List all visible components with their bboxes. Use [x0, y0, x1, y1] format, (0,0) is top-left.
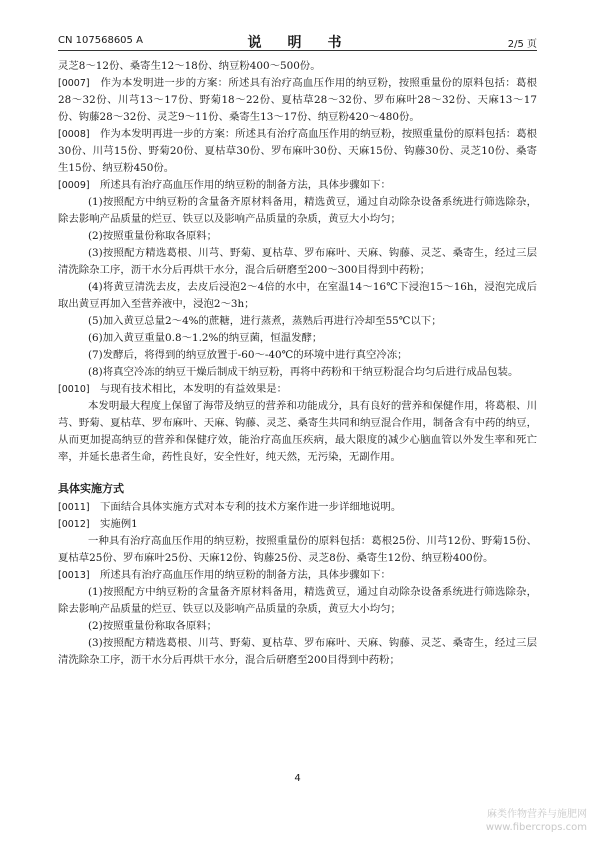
paragraph-number: [0011] — [58, 502, 90, 513]
paragraph-text: (3)按照配方精选葛根、川芎、野菊、夏枯草、罗布麻叶、天麻、钩藤、灵芝、桑寄生，经过三层清洗除杂工序，沥干水分后再烘干水分，混合后研磨至200目得到中药粉； — [58, 637, 537, 666]
paragraph — [58, 177, 537, 194]
paragraph-number: [0012] — [58, 519, 90, 530]
paragraph — [58, 58, 537, 75]
paragraph — [58, 364, 537, 381]
paragraph-text: 所述具有治疗高血压作用的纳豆粉的制备方法，具体步骤如下： — [89, 179, 391, 191]
paragraph-text: (2)按照重量份称取各原料； — [88, 620, 218, 632]
paragraph — [58, 194, 537, 228]
paragraph-text: (3)按照配方精选葛根、川芎、野菊、夏枯草、罗布麻叶、天麻、钩藤、灵芝、桑寄生，经过三层清洗除杂工序，沥干水分后再烘干水分，混合后研磨至200～300目得到中药粉； — [58, 247, 537, 276]
paragraph — [58, 516, 537, 533]
paragraph-text: 下面结合具体实施方式对本专利的技术方案作进一步详细地说明。 — [89, 501, 402, 513]
paragraph-text: 与现有技术相比，本发明的有益效果是： — [89, 383, 288, 395]
paragraph — [58, 398, 537, 466]
paragraph — [58, 533, 537, 567]
paragraph-text: 作为本发明再进一步的方案：所述具有治疗高血压作用的纳豆粉，按照重量份的原料包括：葛根30份、川芎15份、野菊20份、夏枯草30份、罗布麻叶30份、天麻15份、钩藤30份、灵芝10份、桑寄生15份、纳豆粉450份。 — [58, 128, 537, 174]
paragraph-number: [0009] — [58, 180, 90, 191]
paragraph-text: 灵芝8～12份、桑寄生12～18份、纳豆粉400～500份。 — [58, 60, 321, 72]
paragraph — [58, 635, 537, 669]
paragraph — [58, 499, 537, 516]
paragraph — [58, 313, 537, 330]
paragraph-number: [0010] — [58, 384, 90, 395]
paragraph — [58, 381, 537, 398]
site-watermark — [486, 808, 587, 834]
paragraph-group-2 — [58, 499, 537, 669]
paragraph — [58, 584, 537, 618]
paragraph-text: (4)将黄豆清洗去皮，去皮后浸泡2～4倍的水中，在室温14～16℃下浸泡15～16h，浸泡完成后取出黄豆再加入至营养液中，浸泡2～3h； — [58, 281, 537, 310]
paragraph — [58, 330, 537, 347]
paragraph-text: 一种具有治疗高血压作用的纳豆粉，按照重量份的原料包括：葛根25份、川芎12份、野菊15份、夏枯草25份、罗布麻叶25份、天麻12份、钩藤25份、灵芝8份、桑寄生12份、纳豆粉400份。 — [58, 535, 537, 564]
paragraph-text: 实施例1 — [89, 518, 138, 530]
page-number: 4 — [294, 773, 301, 784]
paragraph-group-1 — [58, 58, 537, 466]
paragraph — [58, 567, 537, 584]
page-indicator: 2/5 页 — [507, 39, 537, 50]
paragraph — [58, 126, 537, 177]
paragraph — [58, 245, 537, 279]
paragraph-text: (1)按照配方中纳豆粉的含量备齐原材料备用，精选黄豆，通过自动除杂设备系统进行筛选除杂，除去影响产品质量的烂豆、铁豆以及影响产品质量的杂质，黄豆大小均匀； — [58, 196, 537, 225]
paragraph-number: [0007] — [58, 78, 90, 89]
paragraph — [58, 347, 537, 364]
watermark-url: www.fibercrops.com — [485, 822, 587, 833]
page-header — [58, 32, 537, 51]
document-body — [58, 58, 537, 669]
paragraph-text: (2)按照重量份称取各原料； — [88, 230, 218, 242]
document-title: 说 明 书 — [247, 35, 348, 51]
section-heading: 具体实施方式 — [58, 482, 124, 495]
paragraph-text: (6)加入黄豆重量0.8～1.2%的纳豆菌，恒温发酵； — [88, 332, 323, 344]
paragraph — [58, 75, 537, 126]
publication-number: CN 107568605 A — [58, 35, 143, 46]
paragraph-text: 本发明最大程度上保留了海带及纳豆的营养和功能成分，具有良好的营养和保健作用，将葛根、川芎、野菊、夏枯草、罗布麻叶、天麻、钩藤、灵芝、桑寄生共同和纳豆混合作用，制备含有中药的纳豆，从而更加提高纳豆的营养和保健疗效，能治疗高血压疾病，最大限度的减少心脑血管以外发生率和死亡率，并延长患者生命，药性良好，安全性好，纯天然，无污染，无副作用。 — [58, 400, 537, 463]
paragraph-text: (7)发酵后，将得到的纳豆放置于-60～-40℃的环境中进行真空冷冻； — [88, 349, 408, 361]
paragraph-text: 作为本发明进一步的方案：所述具有治疗高血压作用的纳豆粉，按照重量份的原料包括：葛根28～32份、川芎13～17份、野菊18～22份、夏枯草28～32份、罗布麻叶28～32份、天麻13～17份、钩藤28～32份、灵芝9～11份、桑寄生13～17份、纳豆粉420～480份。 — [58, 77, 537, 123]
paragraph-text: 所述具有治疗高血压作用的纳豆粉的制备方法，具体步骤如下： — [89, 569, 391, 581]
paragraph-number: [0008] — [58, 129, 90, 140]
paragraph-text: (5)加入黄豆总量2～4%的蔗糖，进行蒸煮，蒸熟后再进行冷却至55℃以下； — [88, 315, 442, 327]
paragraph — [58, 618, 537, 635]
paragraph — [58, 228, 537, 245]
paragraph-number: [0013] — [58, 570, 90, 581]
paragraph-text: (8)将真空冷冻的纳豆干燥后制成干纳豆粉，再将中药粉和干纳豆粉混合均匀后进行成品包装。 — [88, 366, 519, 378]
paragraph-text: (1)按照配方中纳豆粉的含量备齐原材料备用，精选黄豆，通过自动除杂设备系统进行筛选除杂，除去影响产品质量的烂豆、铁豆以及影响产品质量的杂质，黄豆大小均匀； — [58, 586, 537, 615]
paragraph — [58, 279, 537, 313]
watermark-name: 麻类作物营养与施肥网 — [487, 809, 587, 820]
